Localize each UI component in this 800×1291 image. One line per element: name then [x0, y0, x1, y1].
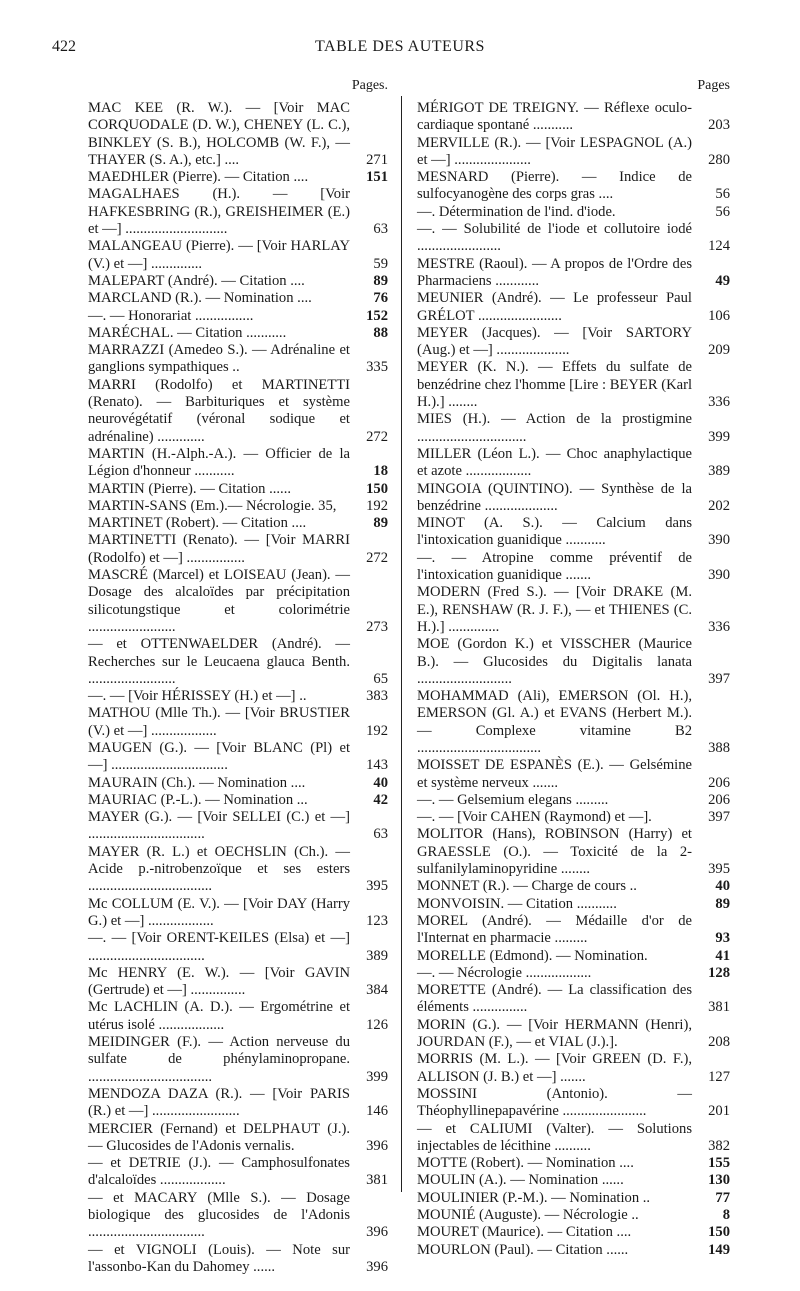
entry-text: MALEPART (André). — Citation ....: [88, 272, 305, 289]
entry-page-number: 126: [366, 1016, 388, 1033]
index-entry: [417, 1190, 730, 1207]
entry-page-number: 146: [366, 1103, 388, 1120]
entry-text: MARÉCHAL. — Citation ...........: [88, 324, 287, 341]
running-header: [0, 38, 800, 58]
entry-page-number: 89: [373, 272, 388, 289]
index-entry: [88, 308, 388, 325]
entry-page-number: 63: [373, 826, 388, 843]
entry-page-number: 396: [366, 1224, 388, 1241]
entry-page-number: 89: [373, 515, 388, 532]
entry-text: MARRI (Rodolfo) et MARTINETTI (Renato). — Barbituriques et système neurovégétatif (véronal sodique et adrénaline) .............: [88, 376, 350, 445]
index-entry: [88, 999, 388, 1034]
entry-page-number: 192: [366, 497, 388, 514]
entry-text: MARRAZZI (Amedeo S.). — Adrénaline et ganglions sympathiques ..: [88, 342, 350, 376]
entry-page-number: 56: [715, 186, 730, 203]
entry-text: MOURET (Maurice). — Citation ....: [417, 1224, 632, 1241]
entry-text: MOUNIÉ (Auguste). — Nécrologie ..: [417, 1207, 639, 1223]
entry-text: MOURLON (Paul). — Citation ......: [417, 1241, 629, 1258]
entry-page-number: 124: [708, 238, 730, 255]
entry-page-number: 396: [366, 1137, 388, 1154]
left-entry-list: [88, 100, 388, 1276]
entry-page-number: 399: [708, 428, 730, 445]
entry-text: — et DETRIE (J.). — Camphosulfonates d'alcaloïdes ..................: [88, 1155, 350, 1189]
index-entry: [88, 1034, 388, 1086]
entry-page-number: 280: [708, 151, 730, 168]
entry-text: MAURIAC (P.-L.). — Nomination ...: [88, 791, 308, 808]
entry-page-number: 383: [366, 688, 388, 705]
entry-page-number: 8: [722, 1207, 730, 1223]
index-entry: [417, 256, 730, 291]
entry-page-number: 381: [708, 999, 730, 1016]
entry-page-number: 130: [708, 1172, 730, 1189]
entry-page-number: 42: [373, 791, 388, 808]
entry-text: MÉRIGOT DE TREIGNY. — Réflexe oculo-cardiaque spontané ...........: [417, 100, 692, 134]
column-divider: [401, 96, 402, 1192]
index-entry: [417, 1242, 730, 1259]
entry-text: MARTINETTI (Renato). — [Voir MARRI (Rodolfo) et —] ................: [88, 532, 350, 566]
index-entry: [417, 584, 730, 636]
entry-text: — et OTTENWAELDER (André). — Recherches sur le Leucaena glauca Benth. ........................: [88, 636, 350, 687]
entry-page-number: 88: [373, 324, 388, 341]
index-entry: [88, 238, 388, 273]
index-entry: [88, 636, 388, 688]
entry-text: MATHOU (Mlle Th.). — [Voir BRUSTIER (V.) et —] ..................: [88, 705, 350, 739]
index-entry: [417, 204, 730, 221]
entry-page-number: 397: [708, 670, 730, 687]
entry-page-number: 273: [366, 618, 388, 635]
entry-page-number: 272: [366, 549, 388, 566]
index-entry: [417, 982, 730, 1017]
index-entry: [88, 1242, 388, 1277]
entry-text: MOLITOR (Hans), ROBINSON (Harry) et GRAESSLE (O.). — Toxicité de la 2-sulfanilylaminopyridine ........: [417, 826, 692, 878]
entry-text: MERCIER (Fernand) et DELPHAUT (J.). — Glucosides de l'Adonis vernalis.: [88, 1120, 350, 1154]
index-entry: [417, 515, 730, 550]
entry-page-number: 396: [366, 1258, 388, 1275]
entry-page-number: 271: [366, 151, 388, 168]
index-entry: [417, 896, 730, 913]
entry-page-number: 143: [366, 757, 388, 774]
entry-page-number: 206: [708, 774, 730, 791]
page-title: TABLE DES AUTEURS: [315, 38, 485, 55]
entry-text: MAYER (G.). — [Voir SELLEI (C.) et —] ................................: [88, 809, 350, 843]
index-entry: [88, 325, 388, 342]
entry-page-number: 128: [708, 964, 730, 981]
index-entry: [417, 446, 730, 481]
entry-page-number: 65: [373, 670, 388, 687]
entry-text: MAUGEN (G.). — [Voir BLANC (Pl) et —] ................................: [88, 739, 350, 774]
entry-page-number: 93: [715, 930, 730, 947]
entry-page-number: 201: [708, 1103, 730, 1120]
entry-page-number: 382: [708, 1137, 730, 1154]
entry-text: MARTIN-SANS (Em.).— Nécrologie. 35,: [88, 497, 337, 514]
entry-page-number: 192: [366, 722, 388, 739]
entry-text: —. — Atropine comme préventif de l'intoxication guanidique .......: [417, 549, 692, 584]
index-entry: [88, 1121, 388, 1156]
entry-text: MOE (Gordon K.) et VISSCHER (Maurice B.). — Glucosides du Digitalis lanata ..........................: [417, 636, 692, 687]
entry-text: MESTRE (Raoul). — A propos de l'Ordre des Pharmaciens ............: [417, 255, 692, 289]
entry-page-number: 208: [708, 1034, 730, 1051]
index-entry: [417, 359, 730, 411]
index-entry: [88, 792, 388, 809]
entry-page-number: 76: [373, 290, 388, 307]
index-entry: [417, 1086, 730, 1121]
entry-text: Mc LACHLIN (A. D.). — Ergométrine et utérus isolé ..................: [88, 999, 350, 1033]
entry-text: MAC KEE (R. W.). — [Voir MAC CORQUODALE (D. W.), CHENEY (L. C.), BINKLEY (S. B.), HOLCOMB (W. F.), — THAYER (S. A.), etc.] ....: [88, 100, 350, 168]
index-entry: [88, 844, 388, 896]
entry-text: MEYER (Jacques). — [Voir SARTORY (Aug.) et —] ....................: [417, 324, 692, 359]
entry-text: MOSSINI (Antonio). — Théophyllinepapavérine .......................: [417, 1085, 692, 1120]
entry-page-number: 59: [373, 255, 388, 272]
index-entry: [417, 792, 730, 809]
index-entry: [417, 809, 730, 826]
entry-page-number: 202: [708, 497, 730, 514]
index-entry: [88, 481, 388, 498]
entry-page-number: 390: [708, 532, 730, 549]
entry-page-number: 77: [715, 1189, 730, 1206]
entry-text: —. — [Voir HÉRISSEY (H.) et —] ..: [88, 688, 307, 705]
index-entry: [417, 100, 730, 135]
entry-page-number: 63: [373, 221, 388, 238]
entry-page-number: 40: [373, 774, 388, 791]
entry-page-number: 384: [366, 982, 388, 999]
entry-page-number: 106: [708, 307, 730, 324]
index-entry: [417, 325, 730, 360]
entry-text: —. — Nécrologie ..................: [417, 964, 592, 981]
entry-page-number: 390: [708, 567, 730, 584]
entry-page-number: 89: [715, 895, 730, 912]
entry-text: MOISSET DE ESPANÈS (E.). — Gelsémine et système nerveux .......: [417, 757, 692, 791]
index-entry: [88, 705, 388, 740]
entry-page-number: 150: [366, 480, 388, 497]
entry-text: —. — [Voir CAHEN (Raymond) et —].: [417, 809, 652, 826]
entry-page-number: 18: [373, 463, 388, 480]
index-entry: [88, 740, 388, 775]
index-entry: [88, 515, 388, 532]
entry-page-number: 150: [708, 1224, 730, 1241]
entry-text: MEIDINGER (F.). — Action nerveuse du sulfate de phénylaminopropane. ..................................: [88, 1034, 350, 1085]
entry-text: MINOT (A. S.). — Calcium dans l'intoxication guanidique ...........: [417, 515, 692, 549]
entry-page-number: 395: [366, 878, 388, 895]
entry-text: MOULIN (A.). — Nomination ......: [417, 1172, 624, 1189]
index-entry: [417, 221, 730, 256]
index-entry: [88, 100, 388, 169]
index-entry: [88, 930, 388, 965]
entry-page-number: 127: [708, 1068, 730, 1085]
left-pages-header: Pages.: [351, 78, 388, 93]
entry-text: MAYER (R. L.) et OECHSLIN (Ch.). — Acide p.-nitrobenzoïque et ses esters ..................................: [88, 843, 350, 895]
index-entry: [417, 1207, 730, 1224]
entry-text: MOREL (André). — Médaille d'or de l'Internat en pharmacie .........: [417, 912, 692, 947]
entry-text: MODERN (Fred S.). — [Voir DRAKE (M. E.), RENSHAW (R. J. F.), — et THIENES (C. H.).] ..............: [417, 584, 692, 635]
index-entry: [417, 1224, 730, 1241]
entry-text: MOTTE (Robert). — Nomination ....: [417, 1155, 634, 1172]
right-entry-list: [417, 100, 730, 1259]
index-entry: [417, 1155, 730, 1172]
entry-page-number: 123: [366, 912, 388, 929]
entry-page-number: 395: [708, 861, 730, 878]
entry-text: MORIN (G.). — [Voir HERMANN (Henri), JOURDAN (F.), — et VIAL (J.).].: [417, 1016, 692, 1051]
index-entry: [88, 532, 388, 567]
entry-text: MASCRÉ (Marcel) et LOISEAU (Jean). — Dosage des alcaloïdes par précipitation silicotungstique et colorimétrie ........................: [88, 567, 350, 635]
index-entry: [88, 896, 388, 931]
entry-text: Mc HENRY (E. W.). — [Voir GAVIN (Gertrude) et —] ...............: [88, 964, 350, 999]
index-entry: [417, 878, 730, 895]
entry-page-number: 389: [366, 947, 388, 964]
left-column: [88, 78, 388, 1276]
entry-page-number: 335: [366, 359, 388, 376]
entry-page-number: 152: [366, 307, 388, 324]
entry-text: MONVOISIN. — Citation ...........: [417, 895, 617, 912]
entry-page-number: 336: [708, 618, 730, 635]
entry-text: MIES (H.). — Action de la prostigmine ..............................: [417, 411, 692, 445]
right-pages-header: Pages: [697, 78, 730, 93]
entry-page-number: 151: [366, 169, 388, 186]
index-entry: [417, 913, 730, 948]
entry-text: MARTIN (H.-Alph.-A.). — Officier de la Légion d'honneur ...........: [88, 445, 350, 480]
entry-text: MAURAIN (Ch.). — Nomination ....: [88, 774, 306, 791]
entry-text: MORELLE (Edmond). — Nomination.: [417, 947, 648, 964]
index-entry: [88, 498, 388, 515]
entry-text: MARTINET (Robert). — Citation ....: [88, 515, 307, 532]
entry-text: —. — Solubilité de l'iode et collutoire iodé .......................: [417, 221, 692, 255]
entry-text: —. — [Voir ORENT-KEILES (Elsa) et —] ................................: [88, 930, 350, 964]
entry-text: MAGALHAES (H.). — [Voir HAFKESBRING (R.), GREISHEIMER (E.) et —] ............................: [88, 186, 350, 238]
index-entry: [88, 186, 388, 238]
entry-text: MONNET (R.). — Charge de cours ..: [417, 878, 637, 895]
entry-text: MOHAMMAD (Ali), EMERSON (Ol. H.), EMERSON (Gl. A.) et EVANS (Herbert M.). — Complexe vitamine B2 ..................................: [417, 688, 692, 756]
index-entry: [88, 273, 388, 290]
index-entry: [88, 1190, 388, 1242]
entry-page-number: 155: [708, 1155, 730, 1172]
entry-text: MESNARD (Pierre). — Indice de sulfocyanogène des corps gras ....: [417, 169, 692, 203]
entry-text: MORRIS (M. L.). — [Voir GREEN (D. F.), ALLISON (J. B.) et —] .......: [417, 1051, 692, 1085]
index-entry: [88, 169, 388, 186]
entry-text: —. Détermination de l'ind. d'iode.: [417, 203, 616, 220]
index-entry: [88, 377, 388, 446]
entry-page-number: 49: [715, 272, 730, 289]
entry-page-number: 41: [715, 947, 730, 964]
entry-page-number: 149: [708, 1241, 730, 1258]
index-entry: [417, 1121, 730, 1156]
index-entry: [417, 550, 730, 585]
entry-text: — et VIGNOLI (Louis). — Note sur l'assonbo-Kan du Dahomey ......: [88, 1241, 350, 1275]
entry-text: MERVILLE (R.). — [Voir LESPAGNOL (A.) et —] .....................: [417, 134, 692, 168]
index-entry: [88, 1086, 388, 1121]
entry-text: MORETTE (André). — La classification des éléments ...............: [417, 982, 692, 1016]
entry-text: MARTIN (Pierre). — Citation ......: [88, 480, 292, 497]
index-entry: [417, 757, 730, 792]
index-entry: [417, 290, 730, 325]
entry-page-number: 388: [708, 739, 730, 756]
index-entry: [417, 481, 730, 516]
index-entry: [88, 809, 388, 844]
index-entry: [417, 688, 730, 757]
index-entry: [417, 636, 730, 688]
entry-text: —. — Honorariat ................: [88, 307, 254, 324]
index-entry: [417, 135, 730, 170]
entry-text: — et MACARY (Mlle S.). — Dosage biologique des glucosides de l'Adonis ................................: [88, 1189, 350, 1241]
entry-page-number: 206: [708, 791, 730, 808]
index-entry: [88, 567, 388, 636]
entry-page-number: 40: [715, 878, 730, 895]
index-entry: [417, 826, 730, 878]
index-entry: [88, 775, 388, 792]
index-entry: [88, 342, 388, 377]
entry-text: MINGOIA (QUINTINO). — Synthèse de la benzédrine ....................: [417, 480, 692, 514]
index-entry: [417, 411, 730, 446]
index-entry: [417, 169, 730, 204]
index-entry: [88, 688, 388, 705]
entry-text: —. — Gelsemium elegans .........: [417, 791, 609, 808]
right-column: [417, 78, 730, 1259]
page-number: 422: [52, 38, 76, 55]
entry-page-number: 336: [708, 394, 730, 411]
index-entry: [88, 290, 388, 307]
entry-text: MEYER (K. N.). — Effets du sulfate de benzédrine chez l'homme [Lire : BEYER (Karl H.).] ........: [417, 359, 692, 411]
index-entry: [417, 1017, 730, 1052]
entry-text: — et CALIUMI (Valter). — Solutions injectables de lécithine ..........: [417, 1120, 692, 1154]
index-entry: [417, 965, 730, 982]
entry-page-number: 397: [708, 809, 730, 826]
entry-text: MARCLAND (R.). — Nomination ....: [88, 290, 312, 307]
entry-text: MILLER (Léon L.). — Choc anaphylactique et azote ..................: [417, 445, 692, 480]
index-entry: [88, 446, 388, 481]
entry-page-number: 272: [366, 428, 388, 445]
entry-text: MALANGEAU (Pierre). — [Voir HARLAY (V.) et —] ..............: [88, 238, 350, 272]
index-entry: [88, 965, 388, 1000]
entry-text: MAEDHLER (Pierre). — Citation ....: [88, 169, 309, 186]
entry-page-number: 381: [366, 1172, 388, 1189]
index-entry: [88, 1155, 388, 1190]
entry-page-number: 203: [708, 117, 730, 134]
entry-text: MEUNIER (André). — Le professeur Paul GRÉLOT .......................: [417, 290, 692, 324]
entry-page-number: 56: [715, 203, 730, 220]
index-entry: [417, 1172, 730, 1189]
entry-page-number: 399: [366, 1068, 388, 1085]
index-entry: [417, 1051, 730, 1086]
entry-text: MOULINIER (P.-M.). — Nomination ..: [417, 1189, 651, 1206]
entry-page-number: 209: [708, 342, 730, 359]
index-entry: [417, 948, 730, 965]
entry-text: MENDOZA DAZA (R.). — [Voir PARIS (R.) et —] ........................: [88, 1085, 350, 1120]
entry-text: Mc COLLUM (E. V.). — [Voir DAY (Harry G.) et —] ..................: [88, 895, 350, 929]
entry-page-number: 389: [708, 463, 730, 480]
